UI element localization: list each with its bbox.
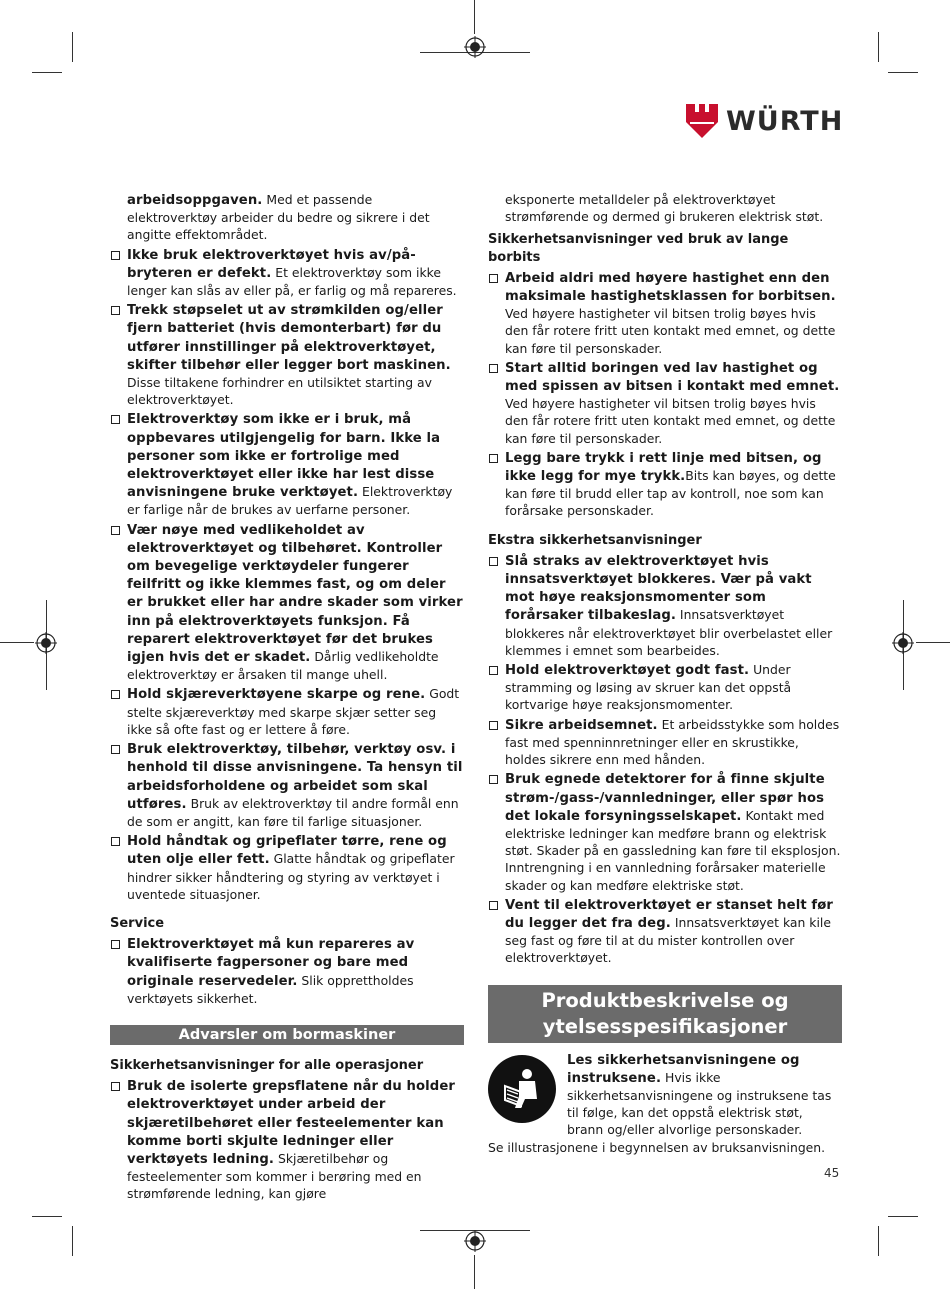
checkbox-bullet-icon <box>111 251 120 260</box>
item-bold: Ikke bruk elektroverktøyet hvis av/på-bryteren er defekt. <box>127 247 416 281</box>
crop-mark <box>888 1216 918 1217</box>
checkbox-bullet-icon <box>489 666 498 675</box>
list-item <box>110 410 464 518</box>
item-bold: Vær nøye med vedlikeholdet av elektroverktøyet og tilbehøret. Kontroller om bevegelige verktøydeler fungerer feilfritt og ikke klemmes fast, og om deler er brukket eller har andre skader som virker inn på elektroverktøyets funksjon. Få reparert elektroverktøyet før det brukes igjen hvis det er skadet. <box>127 522 463 666</box>
item-text: Disse tiltakene forhindrer en utilsiktet starting av elektroverktøyet. <box>127 375 432 408</box>
item-bold: Bruk de isolerte grepsflatene når du holder elektroverktøyet under arbeid der skjæretilbehøret eller festeelementer kan komme borti skjulte ledninger eller verktøyets ledning. <box>127 1079 455 1167</box>
item-bold: Bruk elektroverktøy, tilbehør, verktøy osv. i henhold til disse anvisningene. Ta hensyn til arbeidsforholdene og arbeidet som skal utføres. <box>127 742 463 812</box>
item-text: Bits kan bøyes, og dette kan føre til brudd eller tap av kontroll, noe som kan forårsake personskader. <box>505 468 836 519</box>
checkbox-bullet-icon <box>111 837 120 846</box>
list-item <box>488 896 842 967</box>
list-item <box>110 521 464 684</box>
checkbox-bullet-icon <box>489 557 498 566</box>
item-bold: Hold håndtak og gripeflater tørre, rene og uten olje eller fett. <box>127 834 447 868</box>
list-item <box>488 552 842 659</box>
item-text: Glatte håndtak og gripeflater hindrer sikker håndtering og styring av verktøyet i uventede situasjoner. <box>127 851 455 902</box>
list-item <box>110 246 464 300</box>
section-heading-long-bits: Sikkerhetsanvisninger ved bruk av lange borbits <box>488 232 789 265</box>
logo-wordmark: WÜRTH <box>726 105 844 137</box>
item-text: Ved høyere hastigheter vil bitsen trolig bøyes hvis den får rotere fritt uten kontakt med emnet, og dette kan føre til personskader. <box>505 306 836 356</box>
item-bold: Start alltid boringen ved lav hastighet og med spissen av bitsen i kontakt med emnet. <box>505 360 840 395</box>
read-manual-icon <box>488 1055 556 1123</box>
crop-mark <box>474 1255 475 1289</box>
see-illustrations-text: Se illustrasjonene i begynnelsen av bruksanvisningen. <box>488 1139 826 1155</box>
registration-mark-icon <box>35 632 57 654</box>
section-bar-product-description: Produktbeskrivelse og ytelsesspesifikasjoner <box>488 985 842 1043</box>
list-item <box>488 449 842 520</box>
item-bold: Trekk støpselet ut av strømkilden og/eller fjern batteriet (hvis demonterbart) før du utfører innstillinger på elektroverktøyet, skifter tilbehør eller legger bort maskinen. <box>127 303 451 373</box>
right-column <box>488 191 842 1158</box>
item-bold: Elektroverktøy som ikke er i bruk, må oppbevares utilgjengelig for barn. Ikke la personer som ikke er fortrolige med elektroverktøyet eller ikke har lest disse anvisningene bruke verktøyet. <box>127 412 441 501</box>
checkbox-bullet-icon <box>111 745 120 754</box>
item-bold: Vent til elektroverktøyet er stanset helt før du legger det fra deg. <box>505 897 834 931</box>
crop-mark <box>916 642 950 643</box>
crop-mark <box>888 72 918 73</box>
item-text: Kontakt med elektriske ledninger kan medføre brann og elektrisk støt. Skader på en gassledning kan føre til eksplosjon. Inntrengning i en vannledning forårsaker materielle skader og kan medføre elektriske støt. <box>505 807 841 893</box>
wurth-logo <box>686 104 843 138</box>
list-item <box>488 770 842 893</box>
checkbox-bullet-icon <box>111 306 120 315</box>
section-heading-service: Service <box>110 915 165 931</box>
item-text: Et arbeidsstykke som holdes fast med spenninnretninger eller en skrustikke, holdes sikrere enn med hånden. <box>505 716 840 768</box>
wurth-emblem-icon <box>686 104 718 138</box>
checkbox-bullet-icon <box>111 526 120 535</box>
checkbox-bullet-icon <box>489 364 498 373</box>
item-bold: Elektroverktøyet må kun repareres av kvalifiserte fagpersoner og bare med originale reservedeler. <box>127 937 415 989</box>
list-item <box>488 716 842 769</box>
crop-mark <box>0 642 34 643</box>
registration-mark-icon <box>892 632 914 654</box>
read-instructions-block <box>488 1051 842 1139</box>
continued-paragraph: eksponerte metalldeler på elektroverktøyet strømførende og dermed gi brukeren elektrisk støt. <box>505 192 824 225</box>
item-bold: Legg bare trykk i rett linje med bitsen, og ikke legg for mye trykk. <box>505 450 822 485</box>
checkbox-bullet-icon <box>489 454 498 463</box>
crop-mark <box>878 32 879 62</box>
page-number: 45 <box>824 1166 840 1180</box>
item-text: Bruk av elektroverktøy til andre formål enn de som er angitt, kan føre til farlige situasjoner. <box>127 795 459 829</box>
item-text: Dårlig vedlikeholdte elektroverktøy er årsaken til mange uhell. <box>127 649 439 683</box>
item-text: Under stramming og løsing av skruer kan det oppstå kortvarige høye reaksjonsmomenter. <box>505 662 792 713</box>
list-item <box>110 1077 464 1202</box>
paragraph-text: Med et passende elektroverktøy arbeider du bedre og sikrere i det angitte effektområdet. <box>127 192 430 243</box>
checkbox-bullet-icon <box>489 721 498 730</box>
left-column <box>110 191 464 1205</box>
item-text: Innsatsverktøyet blokkeres når elektroverktøyet blir overbelastet eller klemmes i emnet som bearbeides. <box>505 607 833 658</box>
list-item <box>110 935 464 1007</box>
checkbox-bullet-icon <box>489 901 498 910</box>
item-text: Elektroverktøy er farlige når de brukes av uerfarne personer. <box>127 484 453 518</box>
item-bold: Hold skjæreverktøyene skarpe og rene. <box>127 687 426 703</box>
list-item <box>110 740 464 830</box>
crop-mark <box>32 1216 62 1217</box>
list-item <box>488 269 842 357</box>
read-instructions-body: Hvis ikke sikkerhetsanvisningene og instruksene tas til følge, kan det oppstå elektrisk støt, brann og/eller alvorlige personskader. <box>567 1069 832 1138</box>
item-text: Skjæretilbehør og festeelementer som kommer i berøring med en strømførende ledning, kan gjøre <box>127 1150 422 1202</box>
section-heading-all-operations: Sikkerhetsanvisninger for alle operasjoner <box>110 1057 424 1073</box>
item-text: Godt stelte skjæreverktøy med skarpe skjær setter seg ikke så ofte fast og er lettere å føre. <box>127 686 460 737</box>
list-item <box>110 685 464 738</box>
crop-mark <box>72 1226 73 1256</box>
read-instructions-bold: Les sikkerhetsanvisningene og instruksene. <box>567 1052 800 1086</box>
item-text: Ved høyere hastigheter vil bitsen trolig bøyes hvis den får rotere fritt uten kontakt med emnet, og dette kan føre til personskader. <box>505 396 836 446</box>
list-item <box>110 301 464 408</box>
item-bold: Hold elektroverktøyet godt fast. <box>505 663 750 679</box>
checkbox-bullet-icon <box>111 415 120 424</box>
checkbox-bullet-icon <box>489 274 498 283</box>
crop-mark <box>474 0 475 34</box>
item-bold: Bruk egnede detektorer for å finne skjulte strøm-/gass-/vannledninger, eller spør hos det lokale forsyningsselskapet. <box>505 772 825 824</box>
item-bold: Slå straks av elektroverktøyet hvis innsatsverktøyet blokkeres. Vær på vakt mot høye reaksjonsmomenter som forårsaker tilbakeslag. <box>505 553 812 624</box>
item-bold: Sikre arbeidsemnet. <box>505 717 658 733</box>
list-item <box>488 359 842 447</box>
list-item <box>488 661 842 714</box>
checkbox-bullet-icon <box>111 940 120 949</box>
read-instructions-text <box>567 1051 842 1139</box>
section-bar-drill-warnings: Advarsler om bormaskiner <box>110 1025 464 1045</box>
item-text: Innsatsverktøyet kan kile seg fast og føre til at du mister kontrollen over elektroverktøyet. <box>505 914 831 966</box>
registration-mark-icon <box>464 1230 486 1252</box>
crop-mark <box>72 32 73 62</box>
crop-mark <box>878 1226 879 1256</box>
continued-paragraph <box>110 191 464 244</box>
section-heading-extra: Ekstra sikkerhetsanvisninger <box>488 532 702 548</box>
checkbox-bullet-icon <box>489 775 498 784</box>
registration-mark-icon <box>464 36 486 58</box>
checkbox-bullet-icon <box>111 690 120 699</box>
paragraph-bold: arbeidsoppgaven. <box>127 193 263 208</box>
list-item <box>110 832 464 903</box>
crop-mark <box>32 72 62 73</box>
item-text: Slik opprettholdes verktøyets sikkerhet. <box>127 972 414 1006</box>
item-bold: Arbeid aldri med høyere hastighet enn den maksimale hastighetsklassen for borbitsen. <box>505 270 836 305</box>
checkbox-bullet-icon <box>111 1082 120 1091</box>
item-text: Et elektroverktøy som ikke lenger kan slås av eller på, er farlig og må repareres. <box>127 264 457 299</box>
